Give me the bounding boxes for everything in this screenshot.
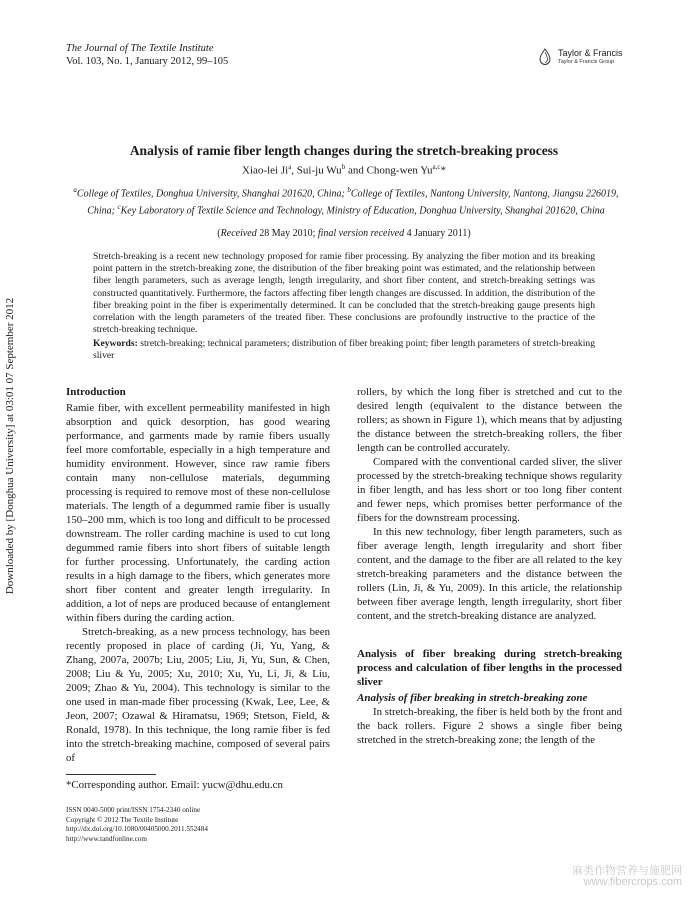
affiliation-text: College of Textiles, Donghua University, Shanghai 201620, China; <box>76 188 348 200</box>
publisher-logo-name: Taylor & Francis <box>558 48 623 58</box>
paragraph: rollers, by which the long fiber is stretched and cut to the desired length (equivalent to the distance between the rollers; as shown in Figure 1), which means that by adjusting the distance between the stretch-breaking rollers, the fiber length can be controlled accurately. <box>357 386 622 454</box>
author-name: Sui-ju Wu <box>296 164 342 177</box>
watermark-cn: 麻类作物营养与施肥网 <box>572 864 682 877</box>
author-affiliation-mark: a,c <box>432 163 441 171</box>
corresponding-mark: * <box>440 164 446 177</box>
left-column <box>66 385 330 765</box>
final-version-date: 4 January 2011 <box>404 228 468 239</box>
keywords-text: stretch-breaking; technical parameters; distribution of fiber breaking point; fiber length parameters of stretch-breaking sliver <box>93 338 595 362</box>
watermark-url: www.fibercrops.com <box>583 876 682 888</box>
author-affiliation-mark: a <box>288 163 292 171</box>
publisher-logo-icon <box>536 48 554 66</box>
received-dates <box>60 228 628 239</box>
affiliation-mark: b <box>347 186 351 194</box>
author-separator: , <box>291 164 297 177</box>
affiliation-text: College of Textiles, Nantong University, Nantong, Jiangsu 226019, China; <box>87 188 619 217</box>
paragraph: In this new technology, fiber length parameters, such as fiber average length, length irregularity and short fiber content, and the damage to the fiber are all related to the key stretch-breaking parameters and the distance between the rollers (Lin, Ji, & Yu, 2009). In this article, the relationship between fiber average length, length irregularity, short fiber content, and the stretch-breaking distance are analyzed. <box>357 526 622 622</box>
watermark <box>556 862 682 892</box>
section-heading-analysis: Analysis of fiber breaking during stretch-breaking process and calculation of fiber lengths in the processed sliver <box>357 648 622 688</box>
journal-name: The Journal of The Textile Institute <box>66 43 214 54</box>
keywords <box>93 338 595 362</box>
publisher-logo <box>536 46 646 72</box>
footnote-divider <box>66 774 156 775</box>
corresponding-author-footnote: *Corresponding author. Email: yucw@dhu.edu.cn <box>66 779 283 791</box>
paragraph: Ramie fiber, with excellent permeability manifested in high absorption and quick desorption, has good wearing performance, and garments made by ramie fibers usually feel more comfortable, especially in a high temperature and humidity environment. However, since raw ramie fibers contain many non-cellulose materials, degumming processing is required to remove most of these non-cellulose materials. The length of a degummed ramie fiber is usually 150–200 mm, which is too long and difficult to be processed downstream. The roller carding machine is used to cut long degummed ramie fibers into short fibers of suitable length for further processing. Unfortunately, the carding action results in a high damage to the fibers, which generates more short fiber content and greater length irregularity. In addition, a lot of neps are produced because of entanglement within fibers during the carding action. <box>66 402 330 624</box>
final-version-label: final version received <box>317 228 405 239</box>
download-side-note: Downloaded by [Donghua University] at 03:01 07 September 2012 <box>4 297 16 595</box>
received-date: 28 May 2010; <box>256 228 318 239</box>
affiliations <box>72 184 620 218</box>
affiliation-mark: c <box>117 202 121 211</box>
copyright: Copyright © 2012 The Textile Institute <box>66 815 179 824</box>
doi-link[interactable]: http://dx.doi.org/10.1080/00405000.2011.552484 <box>66 825 208 834</box>
issn: ISSN 0040-5000 print/ISSN 1754-2340 online <box>66 806 201 814</box>
page-footer <box>66 806 208 844</box>
affiliation-text: Key Laboratory of Textile Science and Technology, Ministry of Education, Donghua University, Shanghai 201620, China <box>120 205 605 217</box>
received-label: Received <box>220 228 257 239</box>
publisher-logo-subtitle: Taylor & Francis Group <box>558 59 615 65</box>
right-column <box>357 385 622 747</box>
abstract: Stretch-breaking is a recent new technology proposed for ramie fiber processing. By analyzing the fiber motion and its breaking point pattern in the stretch-breaking zone, the distribution of the fiber breaking point was estimated, and the relationship between fiber length parameters, such as average length, length irregularity, and short fiber content, and stretch-breaking settings was constructed quantitatively. Furthermore, the factors affecting fiber length changes are discussed. In addition, the distribution of the fiber breaking point in the fiber is experimentally determined. It can be concluded that the stretch-breaking gauge presents high correlation with the length parameters of the treated fiber. These conclusions are profoundly instructive to the practice of the stretch-breaking technique. <box>93 251 595 336</box>
journal-header <box>66 42 228 68</box>
author-affiliation-mark: b <box>341 163 346 171</box>
author-name: Xiao-lei Ji <box>242 164 289 177</box>
author-name: Chong-wen Yu <box>366 164 433 177</box>
keywords-label: Keywords: <box>93 338 138 349</box>
subsection-heading: Analysis of fiber breaking in stretch-breaking zone <box>357 692 588 704</box>
author-list <box>60 163 628 177</box>
paren-open: ( <box>217 228 221 239</box>
journal-issue: Vol. 103, No. 1, January 2012, 99–105 <box>66 56 229 67</box>
section-heading-introduction: Introduction <box>66 386 126 398</box>
paragraph: Stretch-breaking, as a new process technology, has been recently proposed in place of carding (Ji, Yu, Yang, & Zhang, 2007a, 2007b; Liu, 2005; Liu, Ji, Yu, Sun, & Chen, 2008; Liu & Yu, 2005; Xu, 2010; Xu, Yu, Li, Ji, & Liu, 2009; Zhao & Yu, 2004). This technology is similar to the one used in man-made fiber processing (Kwak, Lee, Lee, & Jeon, 2007; Ozawal & Hiramatsu, 1969; Stetson, Field, & Ronald, 1978). In this technique, the long ramie fiber is fed into the stretch-breaking machine, composed of several pairs of <box>66 626 330 764</box>
publisher-url[interactable]: http://www.tandfonline.com <box>66 834 147 843</box>
author-separator: and <box>345 164 367 177</box>
affiliation-mark: a <box>73 186 77 194</box>
paren-close: ) <box>467 228 471 239</box>
paragraph: Compared with the conventional carded sliver, the sliver processed by the stretch-breaking technique shows regularity in fiber length, and has less short or too long fiber content and fewer neps, which promises better performance of the fibers for the downstream processing. <box>357 456 622 524</box>
paragraph: In stretch-breaking, the fiber is held both by the front and the back rollers. Figure 2 shows a single fiber being stretched in the stretch-breaking zone; the length of the <box>357 706 622 746</box>
paper-title: Analysis of ramie fiber length changes during the stretch-breaking process <box>129 143 559 158</box>
